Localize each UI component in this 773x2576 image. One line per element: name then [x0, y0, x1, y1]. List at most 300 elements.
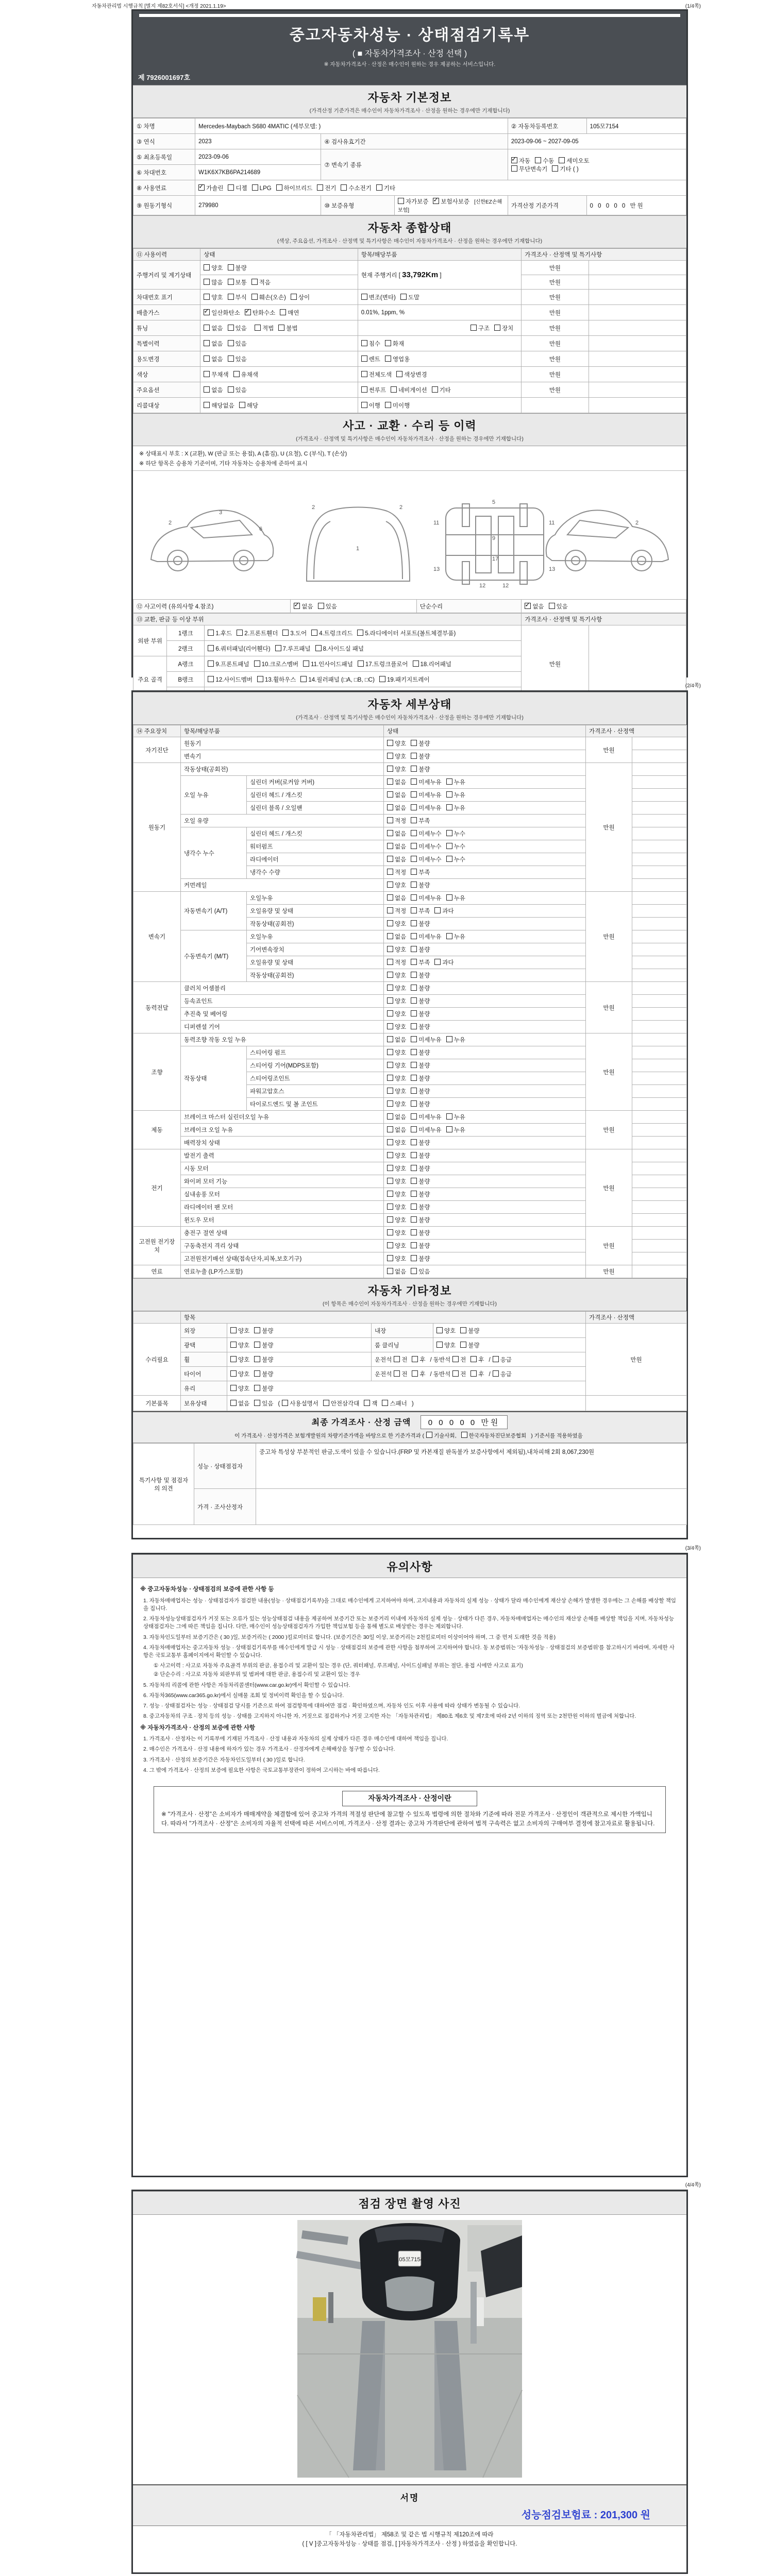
checkbox-icon[interactable]	[208, 630, 214, 636]
checkbox-icon[interactable]	[255, 325, 261, 331]
option: 9.프론트패널	[208, 660, 249, 668]
checkbox-icon[interactable]	[411, 1113, 417, 1120]
checkbox-icon[interactable]	[411, 894, 417, 901]
checkbox-icon[interactable]	[303, 660, 309, 667]
checkbox-icon[interactable]	[411, 817, 417, 823]
checkbox-icon[interactable]	[411, 1165, 417, 1171]
checkbox-icon[interactable]	[387, 959, 393, 965]
checkbox-icon[interactable]	[394, 1370, 400, 1377]
checkbox-icon[interactable]	[208, 645, 214, 651]
option: 없음	[387, 1113, 406, 1121]
checkbox-icon[interactable]	[228, 325, 234, 331]
checkbox-icon[interactable]	[387, 1255, 393, 1261]
checkbox-icon[interactable]	[387, 1062, 393, 1068]
checkbox-icon[interactable]	[379, 676, 385, 682]
checkbox-icon[interactable]	[291, 294, 297, 300]
checkbox-icon[interactable]	[411, 882, 417, 888]
checkbox-icon[interactable]	[411, 985, 417, 991]
checkbox-icon[interactable]	[426, 1432, 432, 1438]
option: 없음	[204, 340, 223, 348]
checkbox-icon[interactable]	[251, 294, 258, 300]
checkbox-icon[interactable]	[208, 676, 214, 682]
checkbox-icon[interactable]	[387, 972, 393, 978]
checkbox-icon[interactable]	[315, 645, 322, 651]
option: 부식	[228, 293, 247, 301]
checkbox-icon[interactable]	[254, 1342, 260, 1348]
checkbox-icon[interactable]	[204, 340, 210, 346]
checkbox-icon[interactable]	[411, 1152, 417, 1158]
checkbox-icon[interactable]	[411, 1126, 417, 1132]
checkbox-icon[interactable]	[254, 1370, 260, 1377]
option: 기타	[432, 386, 451, 394]
checkbox-icon[interactable]	[228, 355, 234, 362]
checkbox-icon[interactable]	[282, 630, 289, 636]
checkbox-icon[interactable]	[228, 264, 234, 270]
checkbox-icon[interactable]	[276, 184, 282, 191]
option: 침수	[361, 340, 380, 348]
checkbox-icon[interactable]	[411, 1075, 417, 1081]
checkbox-icon[interactable]	[387, 1191, 393, 1197]
checkbox-checked-icon[interactable]	[198, 184, 205, 191]
inspector-label: 성능 · 상태점검자	[194, 1444, 256, 1489]
checkbox-icon[interactable]	[341, 184, 347, 191]
detail-table	[133, 725, 687, 1278]
detail-status-options	[384, 866, 586, 879]
checkbox-icon[interactable]	[387, 1010, 393, 1016]
checkbox-icon[interactable]	[413, 660, 419, 667]
price-note-cell	[632, 956, 687, 969]
checkbox-icon[interactable]	[233, 371, 240, 377]
option: 미세누수	[411, 829, 441, 838]
checkbox-icon[interactable]	[387, 1242, 393, 1248]
checkbox-icon[interactable]	[228, 294, 234, 300]
checkbox-icon[interactable]	[228, 279, 234, 285]
checkbox-icon[interactable]	[411, 1036, 417, 1042]
checkbox-icon[interactable]	[559, 157, 565, 163]
checkbox-icon[interactable]	[387, 997, 393, 1004]
checkbox-checked-icon[interactable]	[294, 603, 300, 609]
checkbox-icon[interactable]	[411, 1088, 417, 1094]
checkbox-icon[interactable]	[387, 740, 393, 746]
checkbox-icon[interactable]	[387, 1126, 393, 1132]
checkbox-icon[interactable]	[411, 1216, 417, 1223]
option-text: /	[489, 1371, 491, 1378]
checkbox-icon[interactable]	[361, 371, 367, 377]
checkbox-icon[interactable]	[436, 1327, 443, 1333]
page-4	[131, 2190, 688, 2574]
option: 미세누유	[411, 778, 441, 786]
option: 불량	[411, 1164, 430, 1173]
detail-status-options	[384, 1252, 586, 1265]
price-note-cell	[632, 930, 687, 943]
option: ✓ 없음	[294, 602, 313, 611]
checkbox-icon[interactable]	[411, 1100, 417, 1107]
price-note-cell	[632, 1240, 687, 1252]
checkbox-icon[interactable]	[411, 753, 417, 759]
checkbox-icon[interactable]	[411, 843, 417, 849]
checkbox-icon[interactable]	[387, 920, 393, 926]
price-unit: 만원	[522, 320, 589, 336]
document-number: 제 7926001697호	[138, 74, 191, 81]
checkbox-icon[interactable]	[412, 1356, 418, 1362]
checkbox-icon[interactable]	[387, 1049, 393, 1055]
checkbox-icon[interactable]	[387, 907, 393, 913]
checkbox-icon[interactable]	[252, 184, 258, 191]
detail-subgroup-label: 냉각수 누수	[181, 827, 247, 879]
checkbox-icon[interactable]	[387, 778, 393, 785]
option: 없음	[230, 1399, 249, 1408]
checkbox-icon[interactable]	[318, 603, 324, 609]
checkbox-icon[interactable]	[361, 294, 367, 300]
option: 사용설명서	[282, 1399, 318, 1408]
checkbox-icon[interactable]	[280, 309, 286, 315]
option: 양호	[204, 264, 223, 272]
price-unit: 만원	[586, 1227, 632, 1265]
checkbox-icon[interactable]	[411, 997, 417, 1004]
checkbox-icon[interactable]	[237, 630, 243, 636]
price-note-cell	[632, 1252, 687, 1265]
checkbox-icon[interactable]	[387, 1152, 393, 1158]
option: 8.사이드실 패널	[315, 645, 364, 653]
option: 불량	[411, 971, 430, 979]
price-note-cell	[589, 367, 686, 382]
detail-subgroup-label: 수동변속기 (M/T)	[181, 930, 247, 982]
checkbox-icon[interactable]	[361, 402, 367, 408]
option: 보통	[228, 278, 247, 286]
checkbox-icon[interactable]	[411, 1010, 417, 1016]
option: 미이행	[385, 401, 410, 410]
checkbox-icon[interactable]	[411, 1255, 417, 1261]
checkbox-icon[interactable]	[446, 1113, 452, 1120]
checkbox-icon[interactable]	[208, 660, 214, 667]
checkbox-icon[interactable]	[382, 1400, 388, 1406]
checkbox-icon[interactable]	[394, 1356, 400, 1362]
checkbox-icon[interactable]	[254, 1385, 260, 1391]
checkbox-icon[interactable]	[387, 766, 393, 772]
checkbox-icon[interactable]	[385, 355, 391, 362]
checkbox-icon[interactable]	[361, 340, 367, 346]
checkbox-icon[interactable]	[411, 972, 417, 978]
checkbox-icon[interactable]	[251, 279, 258, 285]
overall-table	[133, 248, 686, 413]
checkbox-icon[interactable]	[411, 778, 417, 785]
checkbox-icon[interactable]	[204, 264, 210, 270]
exchange-panel-header: ⑬ 교환, 판금 등 이상 부위	[133, 614, 522, 625]
checkbox-icon[interactable]	[452, 1356, 459, 1362]
checkbox-icon[interactable]	[391, 386, 397, 393]
checkbox-checked-icon[interactable]	[525, 603, 531, 609]
detail-row	[133, 892, 687, 905]
detail-item-label: 라디에이터 팬 모터	[181, 1201, 384, 1214]
checkbox-icon[interactable]	[387, 1178, 393, 1184]
checkbox-icon[interactable]	[446, 933, 452, 939]
detail-item-label: 작동상태(공회전)	[247, 969, 384, 982]
checkbox-icon[interactable]	[387, 804, 393, 810]
etc-price-header: 가격조사 · 산정액	[586, 1312, 687, 1324]
checkbox-icon[interactable]	[411, 933, 417, 939]
checkbox-icon[interactable]	[411, 946, 417, 952]
checkbox-icon[interactable]	[228, 340, 234, 346]
checkbox-icon[interactable]	[385, 402, 391, 408]
checkbox-icon[interactable]	[317, 184, 323, 191]
checkbox-icon[interactable]	[257, 676, 263, 682]
checkbox-icon[interactable]	[387, 985, 393, 991]
detail-status-options	[384, 1175, 586, 1188]
checkbox-icon[interactable]	[400, 294, 407, 300]
checkbox-icon[interactable]	[387, 1165, 393, 1171]
rank-row	[133, 625, 686, 641]
checkbox-icon[interactable]	[204, 325, 210, 331]
checkbox-icon[interactable]	[254, 1356, 260, 1362]
checkbox-checked-icon[interactable]	[245, 309, 251, 315]
checkbox-icon[interactable]	[387, 856, 393, 862]
device-group-label: 동력전달	[133, 982, 181, 1033]
checkbox-icon[interactable]	[434, 907, 441, 913]
checkbox-icon[interactable]	[412, 1370, 418, 1377]
checkbox-icon[interactable]	[254, 660, 260, 667]
checkbox-icon[interactable]	[446, 791, 452, 798]
checkbox-checked-icon[interactable]	[511, 157, 517, 163]
checkbox-icon[interactable]	[411, 1023, 417, 1029]
detail-status-options	[384, 1137, 586, 1149]
checkbox-icon[interactable]	[470, 1370, 477, 1377]
checkbox-icon[interactable]	[411, 766, 417, 772]
checkbox-icon[interactable]	[446, 830, 452, 836]
price-note-cell	[632, 1021, 687, 1033]
rank-label: 1랭크	[167, 625, 205, 641]
checkbox-icon[interactable]	[411, 740, 417, 746]
option: 불량	[411, 739, 430, 748]
glass-label: 유리	[181, 1381, 227, 1396]
detail-status-options	[384, 1188, 586, 1201]
page-2	[131, 690, 688, 1539]
checkbox-icon[interactable]	[411, 1049, 417, 1055]
checkbox-icon[interactable]	[387, 882, 393, 888]
checkbox-icon[interactable]	[460, 1327, 466, 1333]
svg-text:11: 11	[549, 520, 555, 526]
svg-text:1: 1	[356, 546, 360, 552]
checkbox-icon[interactable]	[387, 830, 393, 836]
checkbox-icon[interactable]	[361, 355, 367, 362]
checkbox-icon[interactable]	[460, 1342, 466, 1348]
checkbox-icon[interactable]	[364, 1400, 370, 1406]
option: 불량	[411, 1203, 430, 1211]
checkbox-icon[interactable]	[493, 1356, 499, 1362]
checkbox-icon[interactable]	[311, 630, 317, 636]
checkbox-icon[interactable]	[432, 386, 438, 393]
checkbox-icon[interactable]	[387, 1113, 393, 1120]
checkbox-icon[interactable]	[387, 817, 393, 823]
checkbox-icon[interactable]	[411, 1229, 417, 1235]
detail-status-options	[384, 943, 586, 956]
checkbox-icon[interactable]	[228, 184, 234, 191]
checkbox-icon[interactable]	[361, 386, 367, 393]
checkbox-icon[interactable]	[461, 1432, 467, 1438]
checkbox-icon[interactable]	[446, 843, 452, 849]
checkbox-icon[interactable]	[204, 402, 210, 408]
checkbox-icon[interactable]	[323, 1400, 329, 1406]
checkbox-icon[interactable]	[411, 1062, 417, 1068]
detail-item-label: 동력조향 작동 오일 누유	[181, 1033, 384, 1046]
option: 한국자동차진단보증협회	[461, 1432, 527, 1439]
checkbox-icon[interactable]	[411, 856, 417, 862]
price-note-cell	[632, 1201, 687, 1214]
checkbox-icon[interactable]	[411, 959, 417, 965]
checkbox-icon[interactable]	[282, 1400, 288, 1406]
checkbox-icon[interactable]	[387, 1075, 393, 1081]
checkbox-icon[interactable]	[387, 1100, 393, 1107]
checkbox-icon[interactable]	[470, 1356, 477, 1362]
checkbox-icon[interactable]	[300, 676, 307, 682]
checkbox-icon[interactable]	[511, 165, 517, 172]
option: 잭	[364, 1399, 377, 1408]
checkbox-icon[interactable]	[230, 1400, 237, 1406]
checkbox-icon[interactable]	[387, 1023, 393, 1029]
checkbox-icon[interactable]	[387, 1216, 393, 1223]
checkbox-icon[interactable]	[387, 946, 393, 952]
checkbox-icon[interactable]	[411, 1191, 417, 1197]
checkbox-icon[interactable]	[239, 402, 245, 408]
price-note-cell	[632, 1111, 687, 1124]
detail-item-label: 원동기	[181, 737, 384, 750]
checkbox-icon[interactable]	[387, 1036, 393, 1042]
checkbox-icon[interactable]	[278, 325, 284, 331]
checkbox-icon[interactable]	[387, 753, 393, 759]
checkbox-icon[interactable]	[396, 371, 402, 377]
checkbox-icon[interactable]	[204, 294, 210, 300]
detail-item-label: 클러치 어셈블리	[181, 982, 384, 995]
checkbox-icon[interactable]	[387, 1268, 393, 1274]
checkbox-icon[interactable]	[446, 856, 452, 862]
tuning-label: 튜닝	[133, 320, 200, 336]
checkbox-icon[interactable]	[387, 843, 393, 849]
option: 없음	[387, 778, 406, 786]
checkbox-icon[interactable]	[411, 1139, 417, 1145]
option: 불량	[254, 1384, 273, 1393]
detail-item-label: 연료누출 (LP가스포함)	[181, 1265, 384, 1278]
checkbox-icon[interactable]	[411, 791, 417, 798]
checkbox-icon[interactable]	[254, 1327, 260, 1333]
option: 누유	[446, 1126, 465, 1134]
checkbox-icon[interactable]	[387, 791, 393, 798]
checkbox-icon[interactable]	[494, 325, 500, 331]
notice-item: 1. 가격조사 · 산정자는 이 기록부에 기재된 가격조사 · 산정 내용과 자동차의 실제 상태가 다른 경우 매수인에 대하여 책임을 집니다.	[143, 1736, 448, 1742]
checkbox-icon[interactable]	[411, 1178, 417, 1184]
checkbox-icon[interactable]	[552, 165, 558, 172]
checkbox-icon[interactable]	[446, 778, 452, 785]
checkbox-icon[interactable]	[230, 1342, 237, 1348]
accident-subtitle: (가격조사 · 산정액 및 특기사항은 매수인이 자동차가격조사 · 산정을 원하는 경우에만 기재합니다)	[296, 436, 524, 442]
option: 양호	[204, 293, 223, 301]
checkbox-icon[interactable]	[204, 386, 210, 393]
detail-item-label: 오일유량 및 상태	[247, 905, 384, 918]
checkbox-icon[interactable]	[411, 920, 417, 926]
etc-price-blank	[586, 1396, 687, 1411]
checkbox-icon[interactable]	[411, 804, 417, 810]
price-note-cell	[632, 750, 687, 763]
checkbox-icon[interactable]	[230, 1385, 237, 1391]
option: 양호	[387, 1242, 406, 1250]
vin-mark-item-options	[358, 290, 522, 305]
checkbox-icon[interactable]	[387, 1204, 393, 1210]
detail-status-options	[384, 1227, 586, 1240]
checkbox-icon[interactable]	[446, 804, 452, 810]
checkbox-icon[interactable]	[446, 894, 452, 901]
checkbox-checked-icon[interactable]	[204, 309, 210, 315]
option: 기타	[376, 184, 395, 192]
checkbox-icon[interactable]	[387, 1088, 393, 1094]
checkbox-icon[interactable]	[387, 869, 393, 875]
detail-status-options	[384, 969, 586, 982]
checkbox-icon[interactable]	[411, 1204, 417, 1210]
option: 양호	[387, 920, 406, 928]
option-text: / 동반석	[430, 1357, 451, 1363]
checkbox-icon[interactable]	[376, 184, 382, 191]
checkbox-icon[interactable]	[358, 660, 364, 667]
checkbox-icon[interactable]	[228, 386, 234, 393]
option: 없음	[387, 791, 406, 799]
checkbox-icon[interactable]	[204, 279, 210, 285]
option: 스패너	[382, 1399, 407, 1408]
price-survey-body: ※ "가격조사 · 산정"은 소비자가 매매계약을 체결함에 있어 중고차 가격의 적절성 판단에 참고할 수 있도록 법령에 의한 절차와 기준에 따라 전문 가격조사 · 산정인이 객관적으로 제시한 가액입니다. 따라서 "가격조사 · 산정"은 소비자의 자율적 선택에 따른 서비스이며, 가격조사 · 산정 결과는 중고차 가격판단에 관하여 법적 구속력은 없고 소비자의 구매여부 결정에 참고자료로 활용됩니다.	[161, 1811, 655, 1827]
checkbox-icon[interactable]	[434, 959, 441, 965]
checkbox-icon[interactable]	[275, 645, 281, 651]
price-note-cell	[632, 1265, 687, 1278]
rank-label: A랭크	[167, 656, 205, 672]
option: 3.도어	[282, 629, 307, 637]
checkbox-icon[interactable]	[254, 1400, 260, 1406]
price-unit	[522, 398, 589, 413]
checkbox-icon[interactable]	[204, 371, 210, 377]
checkbox-icon[interactable]	[452, 1370, 459, 1377]
checkbox-icon[interactable]	[411, 869, 417, 875]
checkbox-icon[interactable]	[411, 830, 417, 836]
checkbox-icon[interactable]	[387, 1139, 393, 1145]
checkbox-icon[interactable]	[387, 933, 393, 939]
option: ✓ 가솔린	[198, 184, 223, 192]
special-history-label: 특별이력	[133, 336, 200, 351]
checkbox-icon[interactable]	[357, 630, 363, 636]
checkbox-icon[interactable]	[398, 198, 404, 204]
tire-position-options	[372, 1367, 586, 1381]
checkbox-icon[interactable]	[446, 1036, 452, 1042]
emission-values: 0.01%, 1ppm, %	[358, 305, 522, 320]
price-unit: 만원	[522, 275, 589, 290]
checkbox-icon[interactable]	[470, 325, 477, 331]
checkbox-icon[interactable]	[387, 1229, 393, 1235]
checkbox-icon[interactable]	[230, 1370, 237, 1377]
option: 불량	[411, 984, 430, 992]
price-note-cell	[632, 1124, 687, 1137]
checkbox-icon[interactable]	[535, 157, 541, 163]
detail-row	[133, 1227, 687, 1240]
checkbox-icon[interactable]	[230, 1327, 237, 1333]
detail-status-options	[384, 1149, 586, 1162]
checkbox-icon[interactable]	[411, 1268, 417, 1274]
checkbox-icon[interactable]	[411, 907, 417, 913]
checkbox-icon[interactable]	[387, 894, 393, 901]
checkbox-icon[interactable]	[204, 355, 210, 362]
checkbox-icon[interactable]	[230, 1356, 237, 1362]
checkbox-icon[interactable]	[446, 1126, 452, 1132]
checkbox-checked-icon[interactable]	[433, 198, 439, 204]
checkbox-icon[interactable]	[549, 603, 555, 609]
price-unit: 만원	[586, 737, 632, 763]
checkbox-icon[interactable]	[436, 1342, 443, 1348]
checkbox-icon[interactable]	[385, 340, 391, 346]
checkbox-icon[interactable]	[493, 1370, 499, 1377]
checkbox-icon[interactable]	[411, 1242, 417, 1248]
